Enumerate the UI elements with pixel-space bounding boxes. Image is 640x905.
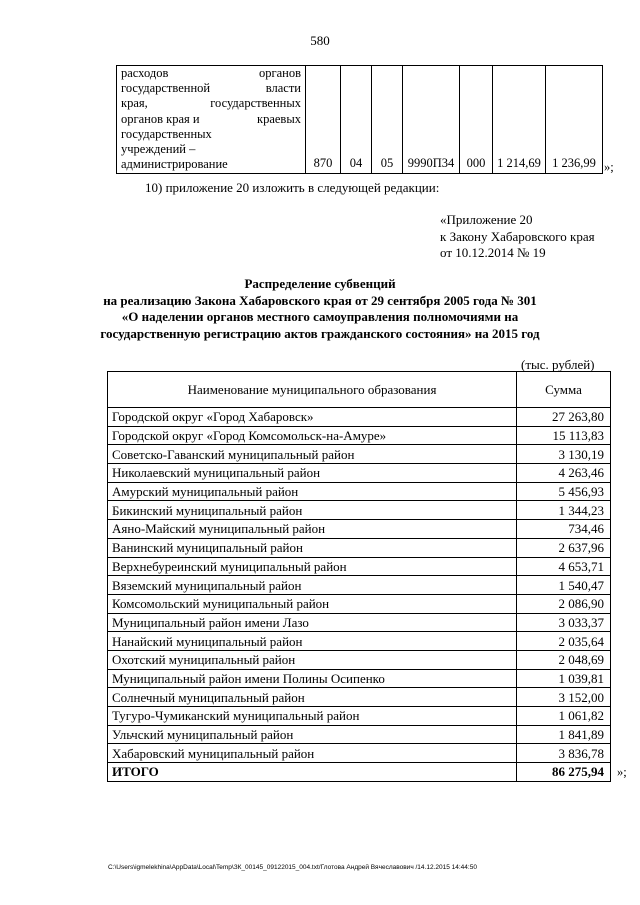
appendix-line: «Приложение 20 <box>440 212 533 227</box>
municipality-name: Ванинский муниципальный район <box>108 538 517 557</box>
municipality-name: Охотский муниципальный район <box>108 650 517 669</box>
municipality-name: Городской округ «Город Хабаровск» <box>108 408 517 427</box>
table-row <box>108 576 611 595</box>
table-row <box>108 464 611 483</box>
subsidy-amount: 1 344,23 <box>517 501 611 520</box>
table-row <box>108 725 611 744</box>
heading-line: Распределение субвенций <box>244 276 396 291</box>
subsidy-amount: 1 540,47 <box>517 576 611 595</box>
table-row <box>108 688 611 707</box>
municipality-name: Хабаровский муниципальный район <box>108 744 517 763</box>
table-row <box>108 707 611 726</box>
file-path-footer: C:\Users\igmelekhina\AppData\Local\Temp\ЗК_00145_09122015_004.txt/Глотова Андрей Вячеславович /14.12.2015 14:44:50 <box>108 864 477 871</box>
table-row <box>108 538 611 557</box>
quote-close: »; <box>617 765 627 779</box>
total-label: ИТОГО <box>108 763 517 782</box>
expense-description <box>117 66 306 174</box>
table-row <box>108 669 611 688</box>
heading-line: на реализацию Закона Хабаровского края от 29 сентября 2005 года № 301 <box>103 292 537 308</box>
ministry-code: 870 <box>306 66 341 174</box>
table-row <box>108 650 611 669</box>
description-line: органов края и краевых <box>121 111 301 126</box>
table-row <box>108 426 611 445</box>
table-row <box>117 66 603 174</box>
municipality-name: Вяземский муниципальный район <box>108 576 517 595</box>
municipality-name: Аяно-Майский муниципальный район <box>108 520 517 539</box>
municipality-name: Нанайский муниципальный район <box>108 632 517 651</box>
subsidy-amount: 1 039,81 <box>517 669 611 688</box>
table-row <box>108 445 611 464</box>
subsidy-amount: 5 456,93 <box>517 482 611 501</box>
subsidy-amount: 2 086,90 <box>517 594 611 613</box>
appendix-line: от 10.12.2014 № 19 <box>440 245 546 260</box>
table-row <box>108 408 611 427</box>
appendix-reference <box>440 212 595 262</box>
table-row <box>108 520 611 539</box>
subsidy-amount: 2 637,96 <box>517 538 611 557</box>
subsidy-amount: 4 653,71 <box>517 557 611 576</box>
target-article-code: 9990П34 <box>403 66 460 174</box>
municipality-name: Комсомольский муниципальный район <box>108 594 517 613</box>
table-row <box>108 744 611 763</box>
municipality-name: Муниципальный район имени Лазо <box>108 613 517 632</box>
table-row <box>108 632 611 651</box>
total-amount: 86 275,94 <box>517 763 611 782</box>
subsidy-amount: 15 113,83 <box>517 426 611 445</box>
municipality-name: Солнечный муниципальный район <box>108 688 517 707</box>
units-label: (тыс. рублей) <box>521 357 595 372</box>
subsidy-amount: 4 263,46 <box>517 464 611 483</box>
appendix-line: к Закону Хабаровского края <box>440 228 595 244</box>
amendment-item: 10) приложение 20 изложить в следующей редакции: <box>145 180 440 195</box>
description-line: государственной власти <box>121 81 301 96</box>
column-header-name: Наименование муниципального образования <box>108 372 517 408</box>
municipality-name: Ульчский муниципальный район <box>108 725 517 744</box>
subsidy-amount: 1 841,89 <box>517 725 611 744</box>
description-line: учреждений – <box>121 142 196 157</box>
heading-line: государственную регистрацию актов гражданского состояния» на 2015 год <box>100 325 540 341</box>
municipality-name: Муниципальный район имени Полины Осипенко <box>108 669 517 688</box>
municipality-name: Бикинский муниципальный район <box>108 501 517 520</box>
municipality-name: Амурский муниципальный район <box>108 482 517 501</box>
table-row <box>108 482 611 501</box>
subsection-code: 05 <box>372 66 403 174</box>
continuation-table <box>116 65 603 174</box>
total-row <box>108 763 611 782</box>
subsidy-amount: 734,46 <box>517 520 611 539</box>
description-line: расходов органов <box>121 66 301 80</box>
document-heading <box>0 276 640 342</box>
subsidy-amount: 2 035,64 <box>517 632 611 651</box>
municipality-name: Советско-Гаванский муниципальный район <box>108 445 517 464</box>
subsidy-amount: 27 263,80 <box>517 408 611 427</box>
quote-close: »; <box>604 160 614 174</box>
table-row <box>108 501 611 520</box>
municipality-name: Верхнебуреинский муниципальный район <box>108 557 517 576</box>
subsidy-amount: 3 130,19 <box>517 445 611 464</box>
amount-2016: 1 214,69 <box>493 66 546 174</box>
description-line: администрирование <box>121 157 228 172</box>
subsidy-amount: 3 152,00 <box>517 688 611 707</box>
table-row <box>108 594 611 613</box>
table-header-row <box>108 372 611 408</box>
amount-2017: 1 236,99 <box>546 66 603 174</box>
subsidy-amount: 1 061,82 <box>517 707 611 726</box>
municipality-name: Городской округ «Город Комсомольск-на-Амуре» <box>108 426 517 445</box>
page-number: 580 <box>310 33 330 48</box>
heading-line: «О наделении органов местного самоуправления полномочиями на <box>121 309 519 325</box>
section-code: 04 <box>341 66 372 174</box>
municipality-name: Тугуро-Чумиканский муниципальный район <box>108 707 517 726</box>
subsidy-amount: 3 836,78 <box>517 744 611 763</box>
municipality-name: Николаевский муниципальный район <box>108 464 517 483</box>
description-line: государственных <box>121 126 212 141</box>
subsidy-amount: 2 048,69 <box>517 650 611 669</box>
table-row <box>108 557 611 576</box>
expense-type-code: 000 <box>460 66 493 174</box>
subsidy-amount: 3 033,37 <box>517 613 611 632</box>
column-header-amount: Сумма <box>517 372 611 408</box>
subsidy-table <box>107 371 611 782</box>
description-line: края, государственных <box>121 96 301 111</box>
table-row <box>108 613 611 632</box>
